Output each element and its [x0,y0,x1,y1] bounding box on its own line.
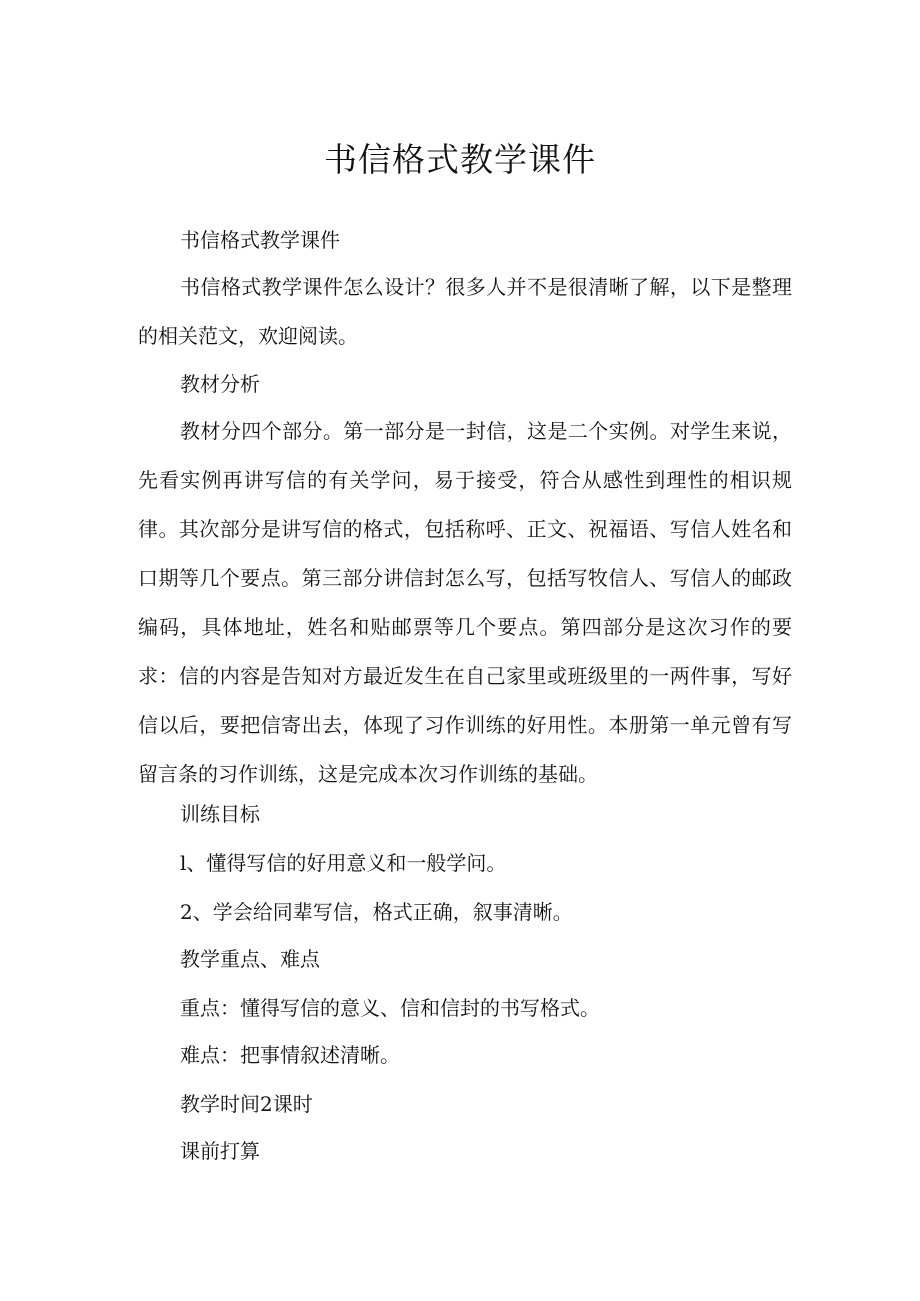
key-points-heading: 教学重点、难点 [180,947,320,971]
analysis-heading: 教材分析 [180,372,260,396]
key-point-text: 重点：懂得写信的意义、信和信封的书写格式。 [180,996,600,1020]
preparation-heading: 课前打算 [180,1139,260,1163]
analysis-paragraph: 教材分四个部分。第一部分是一封信，这是二个实例。对学生来说，先看实例再讲写信的有关学问，易于接受，符合从感性到理性的相识规律。其次部分是讲写信的格式，包括称呼、正文、祝福语、写信人姓名和口期等几个要点。第三部分讲信封怎么写，包括写牧信人、写信人的邮政编码，具体地址，姓名和贴邮票等几个要点。第四部分是这次习作的要求：信的内容是告知对方最近发生在自己家里或班级里的一两件事，写好信以后，要把信寄出去，体现了习作训练的好用性。本册第一单元曾有写留言条的习作训练，这是完成本次习作训练的基础。 [138,419,792,786]
document-subtitle: 书信格式教学课件 [180,228,340,252]
document-title: 书信格式教学课件 [324,140,596,179]
teaching-time-text: 教学时间2课时 [180,1092,313,1116]
goal-item-1: l、懂得写信的好用意义和一般学问。 [180,851,507,875]
difficult-point-text: 难点：把事情叙述清晰。 [180,1043,400,1067]
goals-heading: 训练目标 [180,802,260,826]
intro-paragraph: 书信格式教学课件怎么设计？很多人并不是很清晰了解，以下是整理的相关范文，欢迎阅读。 [138,275,792,348]
goal-item-2: 2、学会给同辈写信，格式正确，叙事清晰。 [180,900,573,924]
